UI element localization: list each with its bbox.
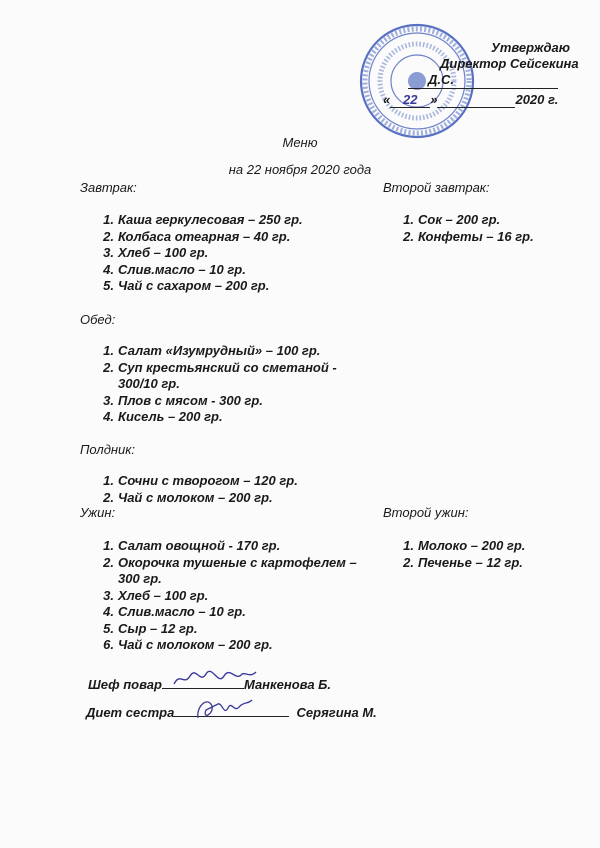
diet-name: Серягина М.: [296, 705, 377, 720]
approval-signature-line: [408, 72, 558, 89]
date-year: 2020 г.: [515, 92, 559, 107]
approval-date: [383, 92, 558, 108]
list-item: 2. Чай с молоком – 200 гр.: [103, 489, 273, 505]
lunch-list: [98, 343, 363, 426]
list-item: 1. Салат овощной - 170 гр.: [103, 538, 281, 553]
diet-handwritten-signature: [188, 688, 258, 728]
list-item: 5. Сыр – 12 гр.: [103, 620, 198, 636]
snack-title: Полдник:: [80, 442, 136, 457]
list-item: 4. Кисель – 200 гр.: [103, 409, 223, 424]
chef-label: Шеф повар: [88, 677, 162, 692]
approval-block: [440, 40, 579, 72]
list-item: 1. Салат «Изумрудный» – 100 гр.: [103, 343, 321, 358]
list-item: 5. Чай с сахаром – 200 гр.: [103, 278, 270, 293]
list-item: 1. Молоко – 200 гр.: [403, 538, 526, 553]
list-item: 2. Колбаса отеарная – 40 гр.: [103, 228, 291, 244]
menu-title: Меню: [282, 135, 318, 150]
approval-title: Утверждаю: [491, 40, 570, 55]
list-item: 2. Печенье – 12 гр.: [403, 554, 523, 570]
list-item: 2. Конфеты – 16 гр.: [403, 228, 534, 244]
second-breakfast-list: [398, 212, 578, 245]
list-item: 1. Сок – 200 гр.: [403, 212, 501, 227]
second-breakfast-title: Второй завтрак:: [383, 180, 490, 195]
list-item: 4. Слив.масло – 10 гр.: [103, 604, 246, 619]
list-item: 3. Плов с мясом - 300 гр.: [103, 392, 263, 408]
list-item: 2. Суп крестьянский со сметаной - 300/10 гр.: [103, 359, 337, 391]
list-item: 1. Каша геркулесовая – 250 гр.: [103, 212, 303, 227]
date-day: 22: [390, 92, 430, 108]
menu-date: на 22 ноября 2020 года: [228, 162, 372, 177]
list-item: 4. Слив.масло – 10 гр.: [103, 261, 246, 277]
list-item: 3. Хлеб – 100 гр.: [103, 587, 209, 603]
second-dinner-list: [398, 538, 578, 571]
lunch-title: Обед:: [80, 312, 116, 327]
breakfast-title: Завтрак:: [80, 180, 137, 195]
chef-name: Манкенова Б.: [243, 677, 331, 692]
list-item: 6. Чай с молоком – 200 гр.: [103, 637, 273, 652]
approval-initials: Д.С.: [428, 72, 454, 87]
approval-position: Директор Сейсекина: [440, 56, 579, 71]
diet-label: Диет сестра: [86, 705, 175, 720]
dinner-title: Ужин:: [80, 505, 116, 520]
date-open-quote: «: [383, 92, 391, 107]
list-item: 2. Окорочка тушеные с картофелем – 300 гр.: [103, 554, 357, 586]
date-close-quote: »: [430, 92, 438, 107]
dinner-list: [98, 538, 363, 654]
snack-list: [98, 473, 368, 506]
list-item: 3. Хлеб – 100 гр.: [103, 245, 209, 260]
second-dinner-title: Второй ужин:: [383, 505, 469, 520]
list-item: 1. Сочни с творогом – 120 гр.: [103, 473, 298, 488]
breakfast-list: [98, 212, 368, 295]
